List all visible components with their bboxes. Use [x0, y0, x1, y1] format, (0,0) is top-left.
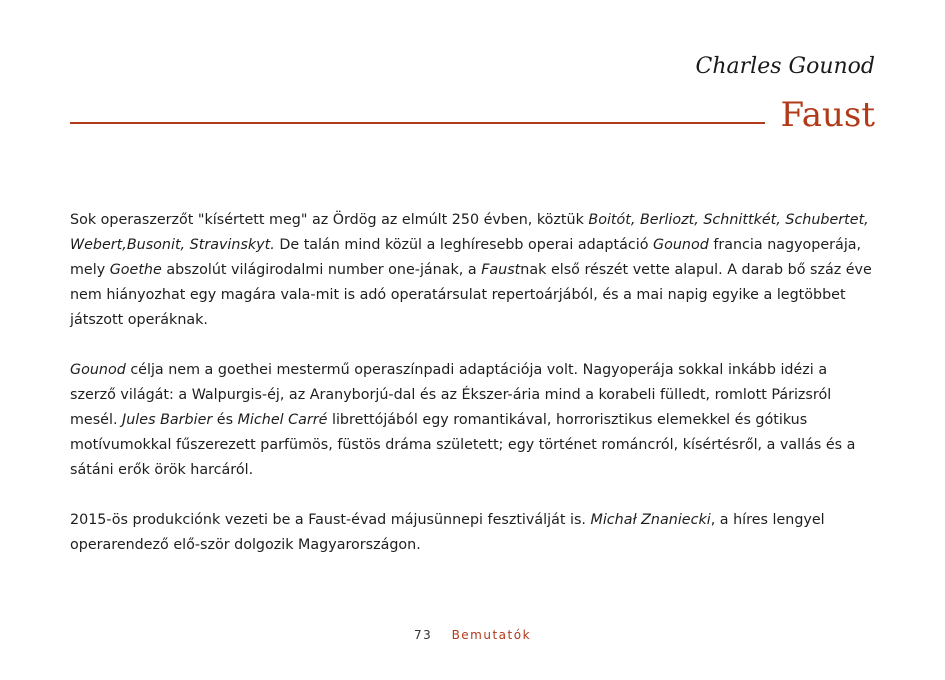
text-run: és — [212, 412, 238, 428]
page-footer — [0, 628, 945, 642]
text-run: librettójából egy romantikával, horrorisztikus elemekkel és gótikus motívumokkal fűszerezett parfümös, füstös dráma született; egy történet románcról, kísértésről, a vallás és a sátáni erők örök harcáról. — [70, 412, 856, 478]
title-row — [70, 92, 875, 135]
section-name: Bemutatók — [451, 628, 532, 642]
italic-run: Gounod — [70, 362, 126, 378]
paragraph-2 — [70, 358, 876, 483]
italic-run: Michel Carré — [237, 412, 328, 428]
italic-run: Michał Znaniecki — [590, 512, 711, 528]
text-run: abszolút világirodalmi number one-jának, a — [161, 262, 482, 278]
text-run: nak első részét vette alapul. A darab bő száz éve nem hiányozhat egy magára vala-mit is adó operatársulat repertoárjából, és a mai napig egyike a legtöbbet játszott operáknak. — [70, 262, 872, 328]
italic-run: Faust — [481, 262, 521, 278]
composer-name: Charles Gounod — [695, 54, 875, 79]
paragraph-1 — [70, 208, 876, 333]
italic-run: Goethe — [109, 262, 162, 278]
text-run: 2015-ös produkciónk vezeti be a Faust-évad májusünnepi fesztiválját is. — [70, 512, 591, 528]
italic-run: Boitót, Berliozt, Schnittkét, Schubertet, Webert, — [70, 212, 869, 253]
page-title: Faust — [780, 95, 875, 135]
text-run: célja nem a goethei mestermű operaszínpadi adaptációja volt. Nagyoperája sokkal inkább idézi a szerző világát: a Walpurgis-éj, az Aranyborjú-dal és az Ékszer-ária mind a korabeli fülledt, romlott Párizsról mesél. — [70, 362, 832, 428]
title-rule — [70, 122, 765, 124]
text-run: francia nagyoperája, mely — [70, 237, 862, 278]
page-number: 73 — [413, 628, 433, 642]
italic-run: Busonit, Stravinskyt. — [126, 237, 275, 253]
article-body — [70, 208, 876, 583]
paragraph-3 — [70, 508, 876, 558]
italic-run: Gounod — [653, 237, 709, 253]
text-run: De talán mind közül a leghíresebb operai adaptáció — [274, 237, 653, 253]
text-run: , a híres lengyel operarendező elő-ször dolgozik Magyarországon. — [70, 512, 825, 553]
text-run: Sok operaszerzőt "kísértett meg" az Ördög az elmúlt 250 évben, köztük — [70, 212, 589, 228]
italic-run: Jules Barbier — [122, 412, 213, 428]
